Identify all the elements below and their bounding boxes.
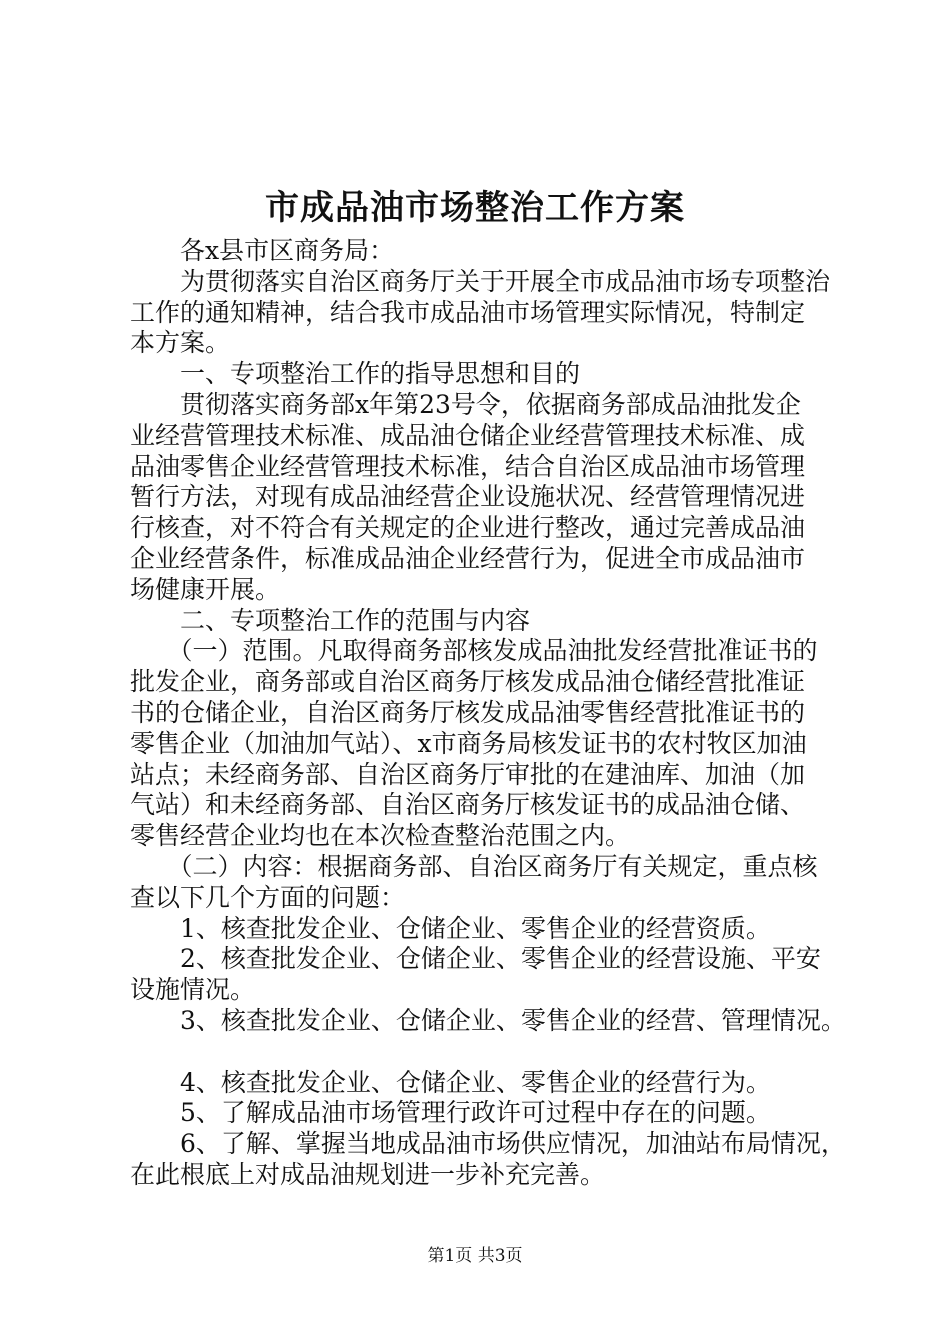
text-line: 站点；未经商务部、自治区商务厅审批的在建油库、加油（加 xyxy=(130,759,806,789)
text-line: （一）范围。凡取得商务部核发成品油批发经营批准证书的 xyxy=(130,636,818,666)
text-line: 工作的通知精神，结合我市成品油市场管理实际情况，特制定 xyxy=(130,297,806,327)
text-line: 批发企业，商务部或自治区商务厅核发成品油仓储经营批准证 xyxy=(130,667,806,697)
text-line: 企业经营条件，标准成品油企业经营行为，促进全市成品油市 xyxy=(130,543,806,573)
text-line: 在此根底上对成品油规划进一步补充完善。 xyxy=(130,1159,606,1189)
text-line: 一、专项整治工作的指导思想和目的 xyxy=(130,359,581,389)
text-line: 1、核查批发企业、仓储企业、零售企业的经营资质。 xyxy=(130,913,771,943)
text-line: 4、核查批发企业、仓储企业、零售企业的经营行为。 xyxy=(130,1067,771,1097)
text-line: 5、了解成品油市场管理行政许可过程中存在的问题。 xyxy=(130,1098,771,1128)
document-title: 市成品油市场整治工作方案 xyxy=(265,188,685,228)
text-line: 为贯彻落实自治区商务厅关于开展全市成品油市场专项整治 xyxy=(130,266,831,296)
document-body xyxy=(130,236,846,1191)
text-line: 本方案。 xyxy=(130,328,231,358)
text-line: 暂行方法，对现有成品油经营企业设施状况、经营管理情况进 xyxy=(130,482,806,512)
blank-line xyxy=(130,1037,830,1068)
text-line: 2、核查批发企业、仓储企业、零售企业的经营设施、平安 xyxy=(130,944,821,974)
text-line: （二）内容：根据商务部、自治区商务厅有关规定，重点核 xyxy=(130,851,818,881)
text-line: 行核查，对不符合有关规定的企业进行整改，通过完善成品油 xyxy=(130,513,806,543)
text-line: 查以下几个方面的问题： xyxy=(130,882,406,912)
text-line: 零售经营企业均也在本次检查整治范围之内。 xyxy=(130,821,631,851)
text-line: 贯彻落实商务部x年第23号令，依据商务部成品油批发企 xyxy=(130,389,801,419)
text-line: 设施情况。 xyxy=(130,975,256,1005)
text-line: 零售企业（加油加气站）、x市商务局核发证书的农村牧区加油 xyxy=(130,728,807,758)
text-line: 3、核查批发企业、仓储企业、零售企业的经营、管理情况。 xyxy=(130,1005,846,1035)
text-line: 6、了解、掌握当地成品油市场供应情况，加油站布局情况， xyxy=(130,1129,846,1159)
text-line: 业经营管理技术标准、成品油仓储企业经营管理技术标准、成 xyxy=(130,420,806,450)
page-footer: 第1页 共3页 xyxy=(427,1246,523,1266)
text-line: 各x县市区商务局： xyxy=(130,236,395,265)
text-line: 场健康开展。 xyxy=(130,574,281,604)
text-line: 气站）和未经商务部、自治区商务厅核发证书的成品油仓储、 xyxy=(130,790,806,820)
text-line: 书的仓储企业，自治区商务厅核发成品油零售经营批准证书的 xyxy=(130,697,806,727)
text-line: 品油零售企业经营管理技术标准，结合自治区成品油市场管理 xyxy=(130,451,806,481)
text-line: 二、专项整治工作的范围与内容 xyxy=(130,605,531,635)
